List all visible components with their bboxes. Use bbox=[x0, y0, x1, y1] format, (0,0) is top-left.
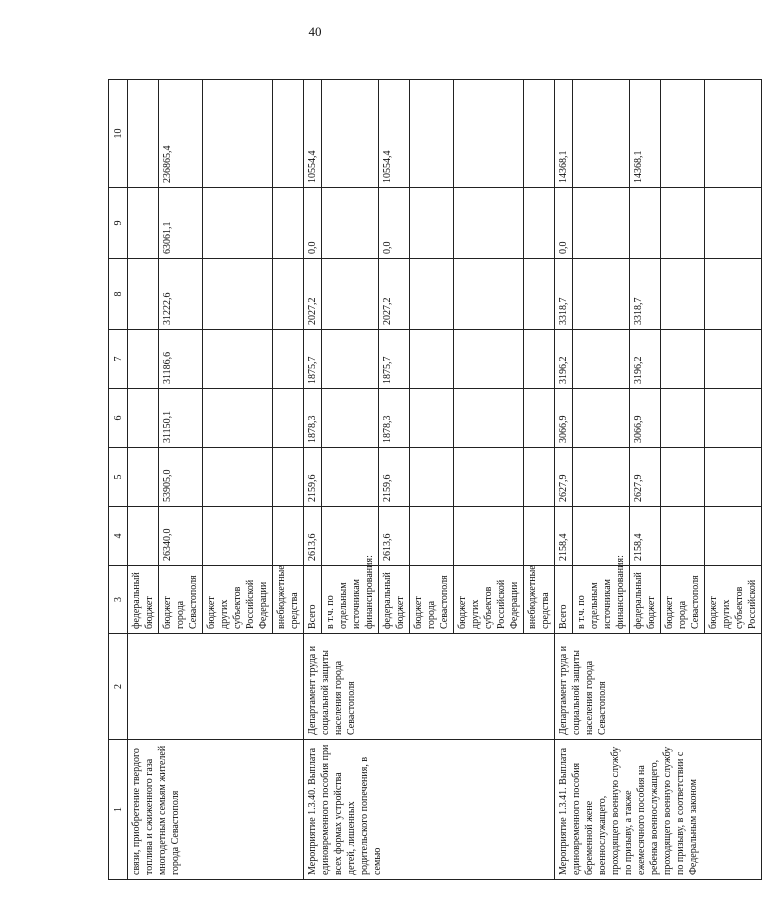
value-cell bbox=[322, 188, 379, 259]
value-cell: 1875,7 bbox=[379, 330, 410, 389]
value-cell bbox=[203, 389, 273, 448]
source-cell: бюджет города Севастополя bbox=[159, 566, 203, 634]
value-cell bbox=[273, 330, 304, 389]
value-cell bbox=[524, 330, 555, 389]
value-cell: 3066,9 bbox=[555, 389, 573, 448]
source-cell: федеральный бюджет bbox=[128, 566, 159, 634]
value-cell: 14368,1 bbox=[630, 80, 661, 188]
value-cell: 1878,3 bbox=[304, 389, 322, 448]
measure-cell: Мероприятие 1.3.41. Выплата единовременного пособия беременной жене военнослужащего, проходящего военную службу по призыву, а также ежемесячного пособия на ребенка военнослужащего, проходящего военную службу по призыву, в соответствии с Федеральным законом bbox=[555, 740, 762, 880]
value-cell: 3066,9 bbox=[630, 389, 661, 448]
value-cell bbox=[454, 330, 524, 389]
value-cell bbox=[524, 80, 555, 188]
value-cell: 63061,1 bbox=[159, 188, 203, 259]
value-cell bbox=[128, 389, 159, 448]
value-cell: 3196,2 bbox=[555, 330, 573, 389]
value-cell: 2158,4 bbox=[630, 507, 661, 566]
value-cell bbox=[524, 507, 555, 566]
value-cell: 2158,4 bbox=[555, 507, 573, 566]
value-cell: 31150,1 bbox=[159, 389, 203, 448]
rotated-table-wrapper bbox=[108, 80, 758, 880]
value-cell bbox=[203, 80, 273, 188]
column-header: 7 bbox=[109, 330, 128, 389]
value-cell: 3196,2 bbox=[630, 330, 661, 389]
column-header: 9 bbox=[109, 188, 128, 259]
value-cell bbox=[705, 80, 762, 188]
column-header: 3 bbox=[109, 566, 128, 634]
value-cell bbox=[322, 389, 379, 448]
executor-cell: Департамент труда и социальной защиты населения города Севастополя bbox=[555, 634, 762, 740]
value-cell: 31222,6 bbox=[159, 259, 203, 330]
value-cell bbox=[573, 259, 630, 330]
table-header-row bbox=[109, 80, 128, 880]
value-cell bbox=[322, 448, 379, 507]
table-row bbox=[304, 80, 322, 880]
value-cell: 3318,7 bbox=[555, 259, 573, 330]
value-cell bbox=[203, 448, 273, 507]
value-cell: 2159,6 bbox=[379, 448, 410, 507]
value-cell bbox=[705, 259, 762, 330]
value-cell bbox=[661, 80, 705, 188]
value-cell bbox=[203, 188, 273, 259]
measure-cell: Мероприятие 1.3.40. Выплата единовременного пособия при всех формах устройства детей, лишенных родительского попечения, в семью bbox=[304, 740, 555, 880]
value-cell bbox=[128, 259, 159, 330]
value-cell bbox=[524, 448, 555, 507]
column-header: 4 bbox=[109, 507, 128, 566]
executor-cell bbox=[128, 634, 304, 740]
source-cell: бюджет города Севастополя bbox=[661, 566, 705, 634]
value-cell bbox=[322, 80, 379, 188]
value-cell bbox=[273, 80, 304, 188]
value-cell bbox=[410, 259, 454, 330]
value-cell: 2613,6 bbox=[304, 507, 322, 566]
value-cell bbox=[705, 507, 762, 566]
column-header: 6 bbox=[109, 389, 128, 448]
value-cell bbox=[705, 448, 762, 507]
source-cell: в т.ч. по отдельным источникам финансирования: bbox=[322, 566, 379, 634]
value-cell: 26340,0 bbox=[159, 507, 203, 566]
value-cell bbox=[203, 259, 273, 330]
value-cell: 1878,3 bbox=[379, 389, 410, 448]
value-cell bbox=[661, 507, 705, 566]
value-cell bbox=[524, 389, 555, 448]
source-cell: бюджет других субъектов Российской bbox=[705, 566, 762, 634]
column-header: 2 bbox=[109, 634, 128, 740]
source-cell: в т.ч. по отдельным источникам финансирования: bbox=[573, 566, 630, 634]
value-cell: 1875,7 bbox=[304, 330, 322, 389]
value-cell bbox=[705, 330, 762, 389]
value-cell bbox=[410, 507, 454, 566]
value-cell bbox=[524, 259, 555, 330]
column-header: 8 bbox=[109, 259, 128, 330]
value-cell bbox=[410, 448, 454, 507]
value-cell bbox=[661, 330, 705, 389]
value-cell bbox=[322, 330, 379, 389]
column-header: 5 bbox=[109, 448, 128, 507]
page-number: 40 bbox=[308, 24, 322, 39]
value-cell: 2627,9 bbox=[555, 448, 573, 507]
value-cell: 2027,2 bbox=[304, 259, 322, 330]
source-cell: Всего bbox=[555, 566, 573, 634]
value-cell: 53905,0 bbox=[159, 448, 203, 507]
value-cell: 10554,4 bbox=[379, 80, 410, 188]
value-cell bbox=[410, 389, 454, 448]
value-cell: 31186,6 bbox=[159, 330, 203, 389]
source-cell: федеральный бюджет bbox=[379, 566, 410, 634]
value-cell bbox=[273, 448, 304, 507]
value-cell: 3318,7 bbox=[630, 259, 661, 330]
value-cell bbox=[128, 188, 159, 259]
value-cell bbox=[661, 259, 705, 330]
value-cell bbox=[573, 80, 630, 188]
value-cell bbox=[203, 507, 273, 566]
value-cell bbox=[661, 389, 705, 448]
value-cell: 10554,4 bbox=[304, 80, 322, 188]
source-cell: бюджет других субъектов Российской Федерации bbox=[203, 566, 273, 634]
source-cell: внебюджетные средства bbox=[524, 566, 555, 634]
value-cell bbox=[524, 188, 555, 259]
value-cell bbox=[573, 330, 630, 389]
value-cell: 236865,4 bbox=[159, 80, 203, 188]
value-cell bbox=[454, 80, 524, 188]
value-cell bbox=[454, 188, 524, 259]
source-cell: Всего bbox=[304, 566, 322, 634]
column-header: 1 bbox=[109, 740, 128, 880]
financing-table bbox=[108, 79, 762, 880]
value-cell bbox=[661, 188, 705, 259]
value-cell bbox=[273, 389, 304, 448]
value-cell: 2613,6 bbox=[379, 507, 410, 566]
value-cell bbox=[273, 188, 304, 259]
measure-cell: связи, приобретение твердого топлива и сжиженного газа многодетным семьям жителей города Севастополя bbox=[128, 740, 304, 880]
column-header: 10 bbox=[109, 80, 128, 188]
value-cell: 0,0 bbox=[555, 188, 573, 259]
value-cell bbox=[454, 507, 524, 566]
value-cell bbox=[410, 330, 454, 389]
value-cell bbox=[203, 330, 273, 389]
value-cell bbox=[410, 188, 454, 259]
value-cell bbox=[573, 389, 630, 448]
source-cell: бюджет других субъектов Российской Федерации bbox=[454, 566, 524, 634]
value-cell: 0,0 bbox=[379, 188, 410, 259]
value-cell: 2159,6 bbox=[304, 448, 322, 507]
value-cell bbox=[630, 188, 661, 259]
value-cell bbox=[661, 448, 705, 507]
value-cell bbox=[705, 389, 762, 448]
value-cell: 2027,2 bbox=[379, 259, 410, 330]
executor-cell: Департамент труда и социальной защиты населения города Севастополя bbox=[304, 634, 555, 740]
value-cell bbox=[128, 80, 159, 188]
table-row bbox=[555, 80, 573, 880]
value-cell bbox=[705, 188, 762, 259]
value-cell bbox=[454, 259, 524, 330]
value-cell bbox=[128, 330, 159, 389]
table-row bbox=[128, 80, 159, 880]
value-cell bbox=[273, 259, 304, 330]
value-cell bbox=[128, 448, 159, 507]
value-cell bbox=[128, 507, 159, 566]
value-cell bbox=[322, 259, 379, 330]
table-body bbox=[128, 80, 762, 880]
value-cell: 14368,1 bbox=[555, 80, 573, 188]
value-cell: 0,0 bbox=[304, 188, 322, 259]
source-cell: внебюджетные средства bbox=[273, 566, 304, 634]
value-cell bbox=[573, 188, 630, 259]
source-cell: бюджет города Севастополя bbox=[410, 566, 454, 634]
value-cell: 2627,9 bbox=[630, 448, 661, 507]
value-cell bbox=[273, 507, 304, 566]
value-cell bbox=[410, 80, 454, 188]
value-cell bbox=[573, 448, 630, 507]
value-cell bbox=[454, 389, 524, 448]
value-cell bbox=[454, 448, 524, 507]
source-cell: федеральный бюджет bbox=[630, 566, 661, 634]
